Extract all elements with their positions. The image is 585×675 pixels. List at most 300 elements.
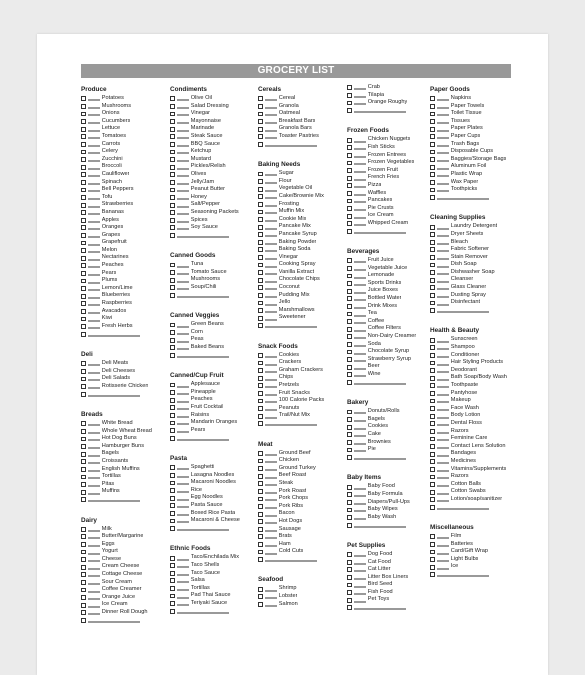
checkbox[interactable] [81,203,86,208]
checkbox[interactable] [347,523,352,528]
checkbox[interactable] [347,199,352,204]
checkbox[interactable] [81,437,86,442]
checkbox[interactable] [430,150,435,155]
checkbox[interactable] [258,278,263,283]
checkbox[interactable] [81,172,86,177]
checkbox[interactable] [347,221,352,226]
checkbox[interactable] [430,157,435,162]
checkbox[interactable] [430,534,435,539]
checkbox[interactable] [347,485,352,490]
checkbox[interactable] [258,308,263,313]
checkbox[interactable] [347,567,352,572]
checkbox[interactable] [347,258,352,263]
checkbox[interactable] [430,308,435,313]
checkbox[interactable] [430,429,435,434]
checkbox[interactable] [258,399,263,404]
checkbox[interactable] [170,330,175,335]
checkbox[interactable] [258,293,263,298]
checkbox[interactable] [81,225,86,230]
checkbox[interactable] [170,210,175,215]
checkbox[interactable] [430,437,435,442]
checkbox[interactable] [430,240,435,245]
checkbox[interactable] [170,563,175,568]
checkbox[interactable] [258,527,263,532]
checkbox[interactable] [81,572,86,577]
checkbox[interactable] [347,590,352,595]
checkbox[interactable] [430,542,435,547]
checkbox[interactable] [81,104,86,109]
checkbox[interactable] [258,263,263,268]
checkbox[interactable] [81,157,86,162]
checkbox[interactable] [430,475,435,480]
checkbox[interactable] [258,225,263,230]
checkbox[interactable] [258,247,263,252]
checkbox[interactable] [430,180,435,185]
checkbox[interactable] [258,202,263,207]
checkbox[interactable] [170,218,175,223]
checkbox[interactable] [430,444,435,449]
checkbox[interactable] [258,217,263,222]
checkbox[interactable] [170,481,175,486]
checkbox[interactable] [430,263,435,268]
quantity-blank-line [437,349,449,350]
checkbox[interactable] [81,150,86,155]
checkbox[interactable] [81,317,86,322]
checkbox[interactable] [81,324,86,329]
checkbox[interactable] [347,583,352,588]
checkbox[interactable] [347,108,352,113]
checkbox[interactable] [430,550,435,555]
checkbox[interactable] [170,421,175,426]
checkbox[interactable] [430,368,435,373]
checkbox[interactable] [81,233,86,238]
checkbox[interactable] [170,278,175,283]
checkbox[interactable] [170,383,175,388]
checkbox[interactable] [347,327,352,332]
checkbox[interactable] [430,361,435,366]
checkbox[interactable] [258,534,263,539]
checkbox[interactable] [81,459,86,464]
checkbox[interactable] [347,455,352,460]
checkbox[interactable] [170,323,175,328]
checkbox[interactable] [81,218,86,223]
checkbox[interactable] [258,376,263,381]
checkbox[interactable] [258,323,263,328]
checkbox[interactable] [347,168,352,173]
checkbox[interactable] [170,353,175,358]
checkbox[interactable] [347,183,352,188]
checkbox[interactable] [258,368,263,373]
checkbox[interactable] [258,240,263,245]
checkbox[interactable] [81,429,86,434]
checkbox[interactable] [81,248,86,253]
checkbox[interactable] [347,380,352,385]
checkbox[interactable] [81,565,86,570]
checkbox[interactable] [258,134,263,139]
checkbox[interactable] [81,112,86,117]
checkbox[interactable] [258,353,263,358]
checkbox[interactable] [81,580,86,585]
checkbox[interactable] [170,465,175,470]
checkbox[interactable] [347,448,352,453]
checkbox[interactable] [170,150,175,155]
checkbox[interactable] [347,176,352,181]
checkbox[interactable] [170,398,175,403]
checkbox[interactable] [81,294,86,299]
checkbox[interactable] [347,206,352,211]
checkbox[interactable] [258,172,263,177]
checkbox[interactable] [170,601,175,606]
checkbox[interactable] [170,578,175,583]
checkbox[interactable] [170,390,175,395]
checkbox[interactable] [430,232,435,237]
checkbox[interactable] [81,188,86,193]
checkbox[interactable] [430,112,435,117]
checkbox[interactable] [170,473,175,478]
checkbox[interactable] [258,194,263,199]
checkbox[interactable] [347,153,352,158]
list-item [258,284,344,292]
checkbox[interactable] [81,527,86,532]
checkbox[interactable] [170,496,175,501]
checkbox[interactable] [170,503,175,508]
checkbox[interactable] [170,172,175,177]
quantity-blank-line [354,300,366,301]
checkbox[interactable] [430,188,435,193]
checkbox[interactable] [430,565,435,570]
checkbox[interactable] [170,571,175,576]
checkbox[interactable] [81,286,86,291]
checkbox[interactable] [258,512,263,517]
checkbox[interactable] [347,598,352,603]
checkbox[interactable] [170,436,175,441]
checkbox[interactable] [258,406,263,411]
checkbox[interactable] [81,421,86,426]
item-label: Bandages [450,450,476,457]
checkbox[interactable] [258,391,263,396]
checkbox[interactable] [81,595,86,600]
checkbox[interactable] [347,229,352,234]
checkbox[interactable] [81,452,86,457]
checkbox[interactable] [347,191,352,196]
checkbox[interactable] [430,459,435,464]
checkbox[interactable] [81,369,86,374]
checkbox[interactable] [258,481,263,486]
checkbox[interactable] [170,119,175,124]
item-label: Tortillas [190,584,210,591]
checkbox[interactable] [258,285,263,290]
quantity-blank-line [437,379,449,380]
checkbox[interactable] [81,263,86,268]
quantity-blank-line [354,376,366,377]
checkbox[interactable] [81,490,86,495]
checkbox[interactable] [170,345,175,350]
checkbox[interactable] [347,605,352,610]
checkbox[interactable] [430,353,435,358]
checkbox[interactable] [170,203,175,208]
checkbox[interactable] [430,414,435,419]
checkbox[interactable] [347,372,352,377]
checkbox[interactable] [258,270,263,275]
checkbox[interactable] [258,119,263,124]
checkbox[interactable] [170,270,175,275]
checkbox[interactable] [81,256,86,261]
checkbox[interactable] [258,466,263,471]
checkbox[interactable] [170,127,175,132]
item-label: Teriyaki Sauce [190,599,228,606]
checkbox[interactable] [347,85,352,90]
checkbox[interactable] [347,492,352,497]
checkbox[interactable] [258,179,263,184]
checkbox[interactable] [430,557,435,562]
checkbox[interactable] [347,289,352,294]
checkbox[interactable] [430,505,435,510]
checkbox[interactable] [81,165,86,170]
checkbox[interactable] [347,319,352,324]
checkbox[interactable] [170,609,175,614]
checkbox[interactable] [170,519,175,524]
item-label: Spaghetti [190,463,215,470]
checkbox[interactable] [258,451,263,456]
checkbox[interactable] [258,489,263,494]
checkbox[interactable] [347,357,352,362]
checkbox[interactable] [430,421,435,426]
checkbox[interactable] [170,96,175,101]
checkbox[interactable] [347,552,352,557]
checkbox[interactable] [430,165,435,170]
checkbox[interactable] [81,134,86,139]
checkbox[interactable] [430,119,435,124]
list-item [81,383,167,391]
checkbox[interactable] [81,142,86,147]
checkbox[interactable] [81,550,86,555]
checkbox[interactable] [81,557,86,562]
checkbox[interactable] [170,225,175,230]
checkbox[interactable] [430,172,435,177]
checkbox[interactable] [430,497,435,502]
checkbox[interactable] [430,376,435,381]
checkbox[interactable] [430,104,435,109]
checkbox[interactable] [347,500,352,505]
checkbox[interactable] [170,405,175,410]
checkbox[interactable] [81,210,86,215]
item-label: Chocolate Syrup [367,348,410,355]
checkbox[interactable] [258,301,263,306]
checkbox[interactable] [430,285,435,290]
checkbox[interactable] [81,361,86,366]
checkbox[interactable] [81,279,86,284]
checkbox[interactable] [347,432,352,437]
checkbox[interactable] [430,301,435,306]
checkbox[interactable] [430,247,435,252]
checkbox[interactable] [347,296,352,301]
checkbox[interactable] [170,338,175,343]
list-item [170,554,256,562]
checkbox[interactable] [258,232,263,237]
checkbox[interactable] [81,542,86,547]
checkbox[interactable] [81,119,86,124]
checkbox[interactable] [170,428,175,433]
checkbox[interactable] [258,142,263,147]
checkbox[interactable] [258,519,263,524]
checkbox[interactable] [170,142,175,147]
checkbox[interactable] [430,96,435,101]
checkbox[interactable] [430,293,435,298]
list-item [347,506,433,514]
checkbox[interactable] [430,345,435,350]
checkbox[interactable] [430,255,435,260]
checkbox[interactable] [347,281,352,286]
checkbox[interactable] [258,104,263,109]
checkbox[interactable] [258,361,263,366]
checkbox[interactable] [81,332,86,337]
checkbox[interactable] [81,384,86,389]
checkbox[interactable] [170,586,175,591]
checkbox[interactable] [258,96,263,101]
checkbox[interactable] [347,425,352,430]
checkbox[interactable] [430,406,435,411]
checkbox[interactable] [258,542,263,547]
checkbox[interactable] [170,285,175,290]
checkbox[interactable] [258,459,263,464]
checkbox[interactable] [430,467,435,472]
checkbox[interactable] [81,588,86,593]
checkbox[interactable] [258,414,263,419]
checkbox[interactable] [347,145,352,150]
list-item [81,428,167,436]
checkbox[interactable] [430,225,435,230]
checkbox[interactable] [347,350,352,355]
checkbox[interactable] [430,572,435,577]
checkbox[interactable] [430,452,435,457]
checkbox[interactable] [81,377,86,382]
checkbox[interactable] [430,195,435,200]
checkbox[interactable] [258,421,263,426]
checkbox[interactable] [170,157,175,162]
checkbox[interactable] [347,93,352,98]
checkbox[interactable] [430,270,435,275]
checkbox[interactable] [258,504,263,509]
checkbox[interactable] [430,134,435,139]
checkbox[interactable] [347,365,352,370]
checkbox[interactable] [170,112,175,117]
item-label: Milk [101,525,112,532]
checkbox[interactable] [347,342,352,347]
checkbox[interactable] [170,195,175,200]
checkbox[interactable] [258,112,263,117]
checkbox[interactable] [258,127,263,132]
checkbox[interactable] [347,515,352,520]
checkbox[interactable] [258,316,263,321]
checkbox[interactable] [347,560,352,565]
checkbox[interactable] [81,534,86,539]
checkbox[interactable] [430,399,435,404]
checkbox[interactable] [81,301,86,306]
checkbox[interactable] [170,594,175,599]
checkbox[interactable] [347,417,352,422]
checkbox[interactable] [170,134,175,139]
checkbox[interactable] [347,312,352,317]
checkbox[interactable] [258,602,263,607]
item-label: Salsa [190,577,205,584]
checkbox[interactable] [170,104,175,109]
checkbox[interactable] [347,410,352,415]
checkbox[interactable] [170,526,175,531]
checkbox[interactable] [81,467,86,472]
checkbox[interactable] [258,210,263,215]
checkbox[interactable] [258,187,263,192]
checkbox[interactable] [258,383,263,388]
checkbox[interactable] [258,557,263,562]
checkbox[interactable] [258,497,263,502]
checkbox[interactable] [430,278,435,283]
checkbox[interactable] [430,127,435,132]
checkbox[interactable] [347,214,352,219]
checkbox[interactable] [258,550,263,555]
checkbox[interactable] [430,338,435,343]
checkbox[interactable] [81,271,86,276]
item-label: Pie Crusts [367,204,394,211]
checkbox[interactable] [81,618,86,623]
checkbox[interactable] [430,482,435,487]
checkbox[interactable] [347,101,352,106]
checkbox[interactable] [258,587,263,592]
checkbox[interactable] [347,575,352,580]
checkbox[interactable] [347,138,352,143]
checkbox[interactable] [81,482,86,487]
checkbox[interactable] [81,96,86,101]
quantity-blank-line [88,486,100,487]
checkbox[interactable] [347,274,352,279]
checkbox[interactable] [347,334,352,339]
checkbox[interactable] [81,392,86,397]
checkbox[interactable] [81,195,86,200]
checkbox[interactable] [347,161,352,166]
checkbox[interactable] [430,142,435,147]
checkbox[interactable] [170,556,175,561]
checkbox[interactable] [258,255,263,260]
checkbox[interactable] [170,188,175,193]
checkbox[interactable] [81,603,86,608]
checkbox[interactable] [258,474,263,479]
checkbox[interactable] [81,309,86,314]
checkbox[interactable] [170,511,175,516]
checkbox[interactable] [81,180,86,185]
checkbox[interactable] [347,266,352,271]
checkbox[interactable] [258,594,263,599]
checkbox[interactable] [170,413,175,418]
checkbox[interactable] [347,508,352,513]
checkbox[interactable] [170,165,175,170]
checkbox[interactable] [347,304,352,309]
checkbox[interactable] [170,293,175,298]
checkbox[interactable] [170,233,175,238]
checkbox[interactable] [81,475,86,480]
section-breads [81,409,167,504]
checkbox[interactable] [81,127,86,132]
checkbox[interactable] [430,383,435,388]
checkbox[interactable] [347,440,352,445]
checkbox[interactable] [170,180,175,185]
checkbox[interactable] [170,488,175,493]
checkbox[interactable] [81,610,86,615]
checkbox[interactable] [81,444,86,449]
checkbox[interactable] [81,241,86,246]
checkbox[interactable] [430,490,435,495]
checkbox[interactable] [170,263,175,268]
checkbox[interactable] [81,497,86,502]
checkbox[interactable] [430,391,435,396]
